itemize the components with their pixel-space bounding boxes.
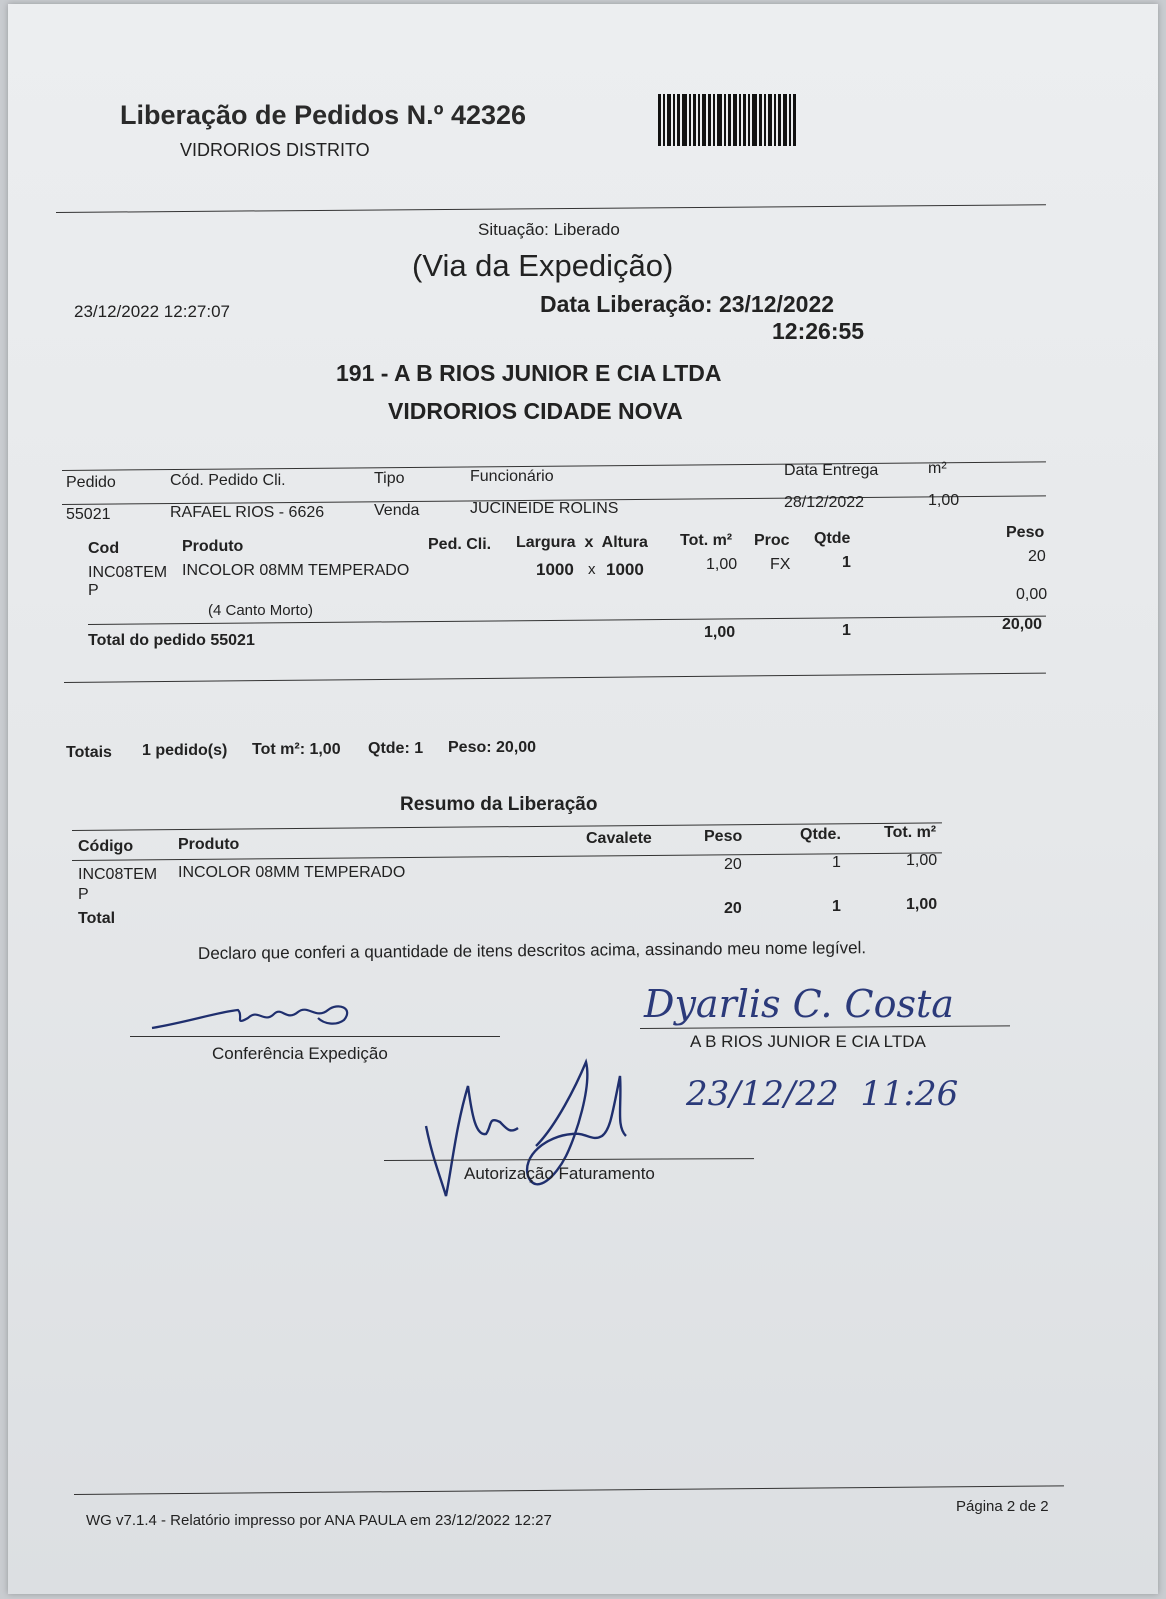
document-title: Liberação de Pedidos N.º 42326 [120, 100, 527, 130]
autorizacao-label: Autorização Faturamento [464, 1164, 655, 1183]
col-m2: m² [928, 460, 947, 477]
resumo-total-peso: 20 [724, 900, 742, 917]
company-name: VIDRORIOS DISTRITO [180, 140, 370, 160]
data-liberacao: Data Liberação: 23/12/2022 [540, 291, 835, 317]
resumo-col-cavalete: Cavalete [586, 830, 652, 847]
col-cod: Cod [88, 540, 120, 557]
resumo-qtde: 1 [832, 854, 841, 871]
resumo-total-label: Total [78, 910, 116, 927]
resumo-tot-m2: 1,00 [906, 852, 938, 869]
totais-m2: Tot m²: 1,00 [252, 741, 341, 758]
resumo-col-qtde: Qtde. [800, 826, 841, 843]
resumo-total-m2: 1,00 [906, 896, 938, 913]
item-altura: 1000 [606, 560, 644, 579]
totais-qtde: Qtde: 1 [368, 740, 424, 757]
item-produto: INCOLOR 08MM TEMPERADO [182, 562, 410, 579]
resumo-codigo: INC08TEM [78, 866, 158, 883]
totais-peso: Peso: 20,00 [448, 739, 537, 756]
col-cod-pedido-cli: Cód. Pedido Cli. [170, 472, 286, 489]
document-page [8, 4, 1158, 1594]
col-produto: Produto [182, 538, 244, 555]
header-divider [56, 204, 1046, 213]
barcode [658, 94, 833, 146]
order-pedido: 55021 [66, 506, 111, 523]
order-table-bottom-line [64, 673, 1046, 683]
col-tipo: Tipo [374, 470, 405, 487]
item-obs: (4 Canto Morto) [208, 602, 314, 619]
item-tot-m2: 1,00 [706, 556, 738, 573]
declaration-text: Declaro que conferi a quantidade de itens descritos acima, assinando meu nome legível. [197, 938, 867, 963]
order-total-label: Total do pedido 55021 [88, 632, 255, 649]
item-largura: 1000 [536, 560, 574, 579]
col-proc: Proc [754, 532, 790, 549]
footer-line [74, 1485, 1064, 1495]
col-funcionario: Funcionário [470, 468, 554, 485]
resumo-col-codigo: Código [78, 838, 134, 855]
resumo-peso: 20 [724, 856, 742, 873]
resumo-col-tot-m2: Tot. m² [884, 824, 937, 841]
footer-printed-by: WG v7.1.4 - Relatório impresso por ANA PAULA em 23/12/2022 12:27 [86, 1512, 552, 1529]
col-qtde: Qtde [814, 530, 851, 547]
cliente-signature: Dyarlis C. Costa [644, 982, 954, 1026]
col-largura-altura: Largura x Altura [516, 534, 648, 551]
resumo-col-peso: Peso [704, 828, 743, 845]
client-name: 191 - A B RIOS JUNIOR E CIA LTDA [336, 360, 722, 386]
conferencia-signature [148, 998, 388, 1038]
col-ped-cli: Ped. Cli. [428, 536, 492, 553]
item-cod-cont: P [88, 582, 99, 599]
item-peso: 20 [1028, 548, 1046, 565]
data-liberacao-time: 12:26:55 [772, 318, 865, 344]
totais-pedidos: 1 pedido(s) [142, 742, 228, 759]
resumo-total-qtde: 1 [832, 898, 841, 915]
resumo-col-produto: Produto [178, 836, 240, 853]
item-x: x [588, 561, 596, 578]
order-total-peso: 20,00 [1002, 616, 1043, 633]
col-tot-m2: Tot. m² [680, 532, 733, 549]
via-label: (Via da Expedição) [412, 248, 674, 283]
resumo-codigo-cont: P [78, 886, 89, 903]
item-proc: FX [770, 556, 791, 573]
col-pedido: Pedido [66, 474, 116, 491]
col-data-entrega: Data Entrega [784, 462, 879, 479]
order-tipo: Venda [374, 502, 420, 519]
conferencia-line [130, 1036, 500, 1037]
item-cod: INC08TEM [88, 564, 168, 581]
cliente-label: A B RIOS JUNIOR E CIA LTDA [690, 1032, 926, 1051]
print-datetime: 23/12/2022 12:27:07 [74, 302, 230, 321]
resumo-title: Resumo da Liberação [400, 794, 598, 815]
order-m2: 1,00 [928, 492, 960, 509]
item-peso-extra: 0,00 [1016, 586, 1048, 603]
resumo-produto: INCOLOR 08MM TEMPERADO [178, 864, 406, 881]
order-data-entrega: 28/12/2022 [784, 494, 865, 511]
col-peso: Peso [1006, 524, 1045, 541]
order-total-m2: 1,00 [704, 624, 736, 641]
handwritten-date: 23/12/22 11:26 [686, 1074, 959, 1114]
client-store: VIDRORIOS CIDADE NOVA [388, 398, 683, 424]
item-qtde: 1 [842, 554, 851, 571]
totais-label: Totais [66, 744, 112, 761]
order-total-qtde: 1 [842, 622, 851, 639]
order-funcionario: JUCINEIDE ROLINS [470, 500, 619, 517]
footer-page: Página 2 de 2 [956, 1498, 1049, 1515]
situacao-label: Situação: Liberado [478, 220, 620, 239]
order-cod-pedido-cli: RAFAEL RIOS - 6626 [170, 504, 325, 521]
conferencia-label: Conferência Expedição [212, 1044, 388, 1063]
